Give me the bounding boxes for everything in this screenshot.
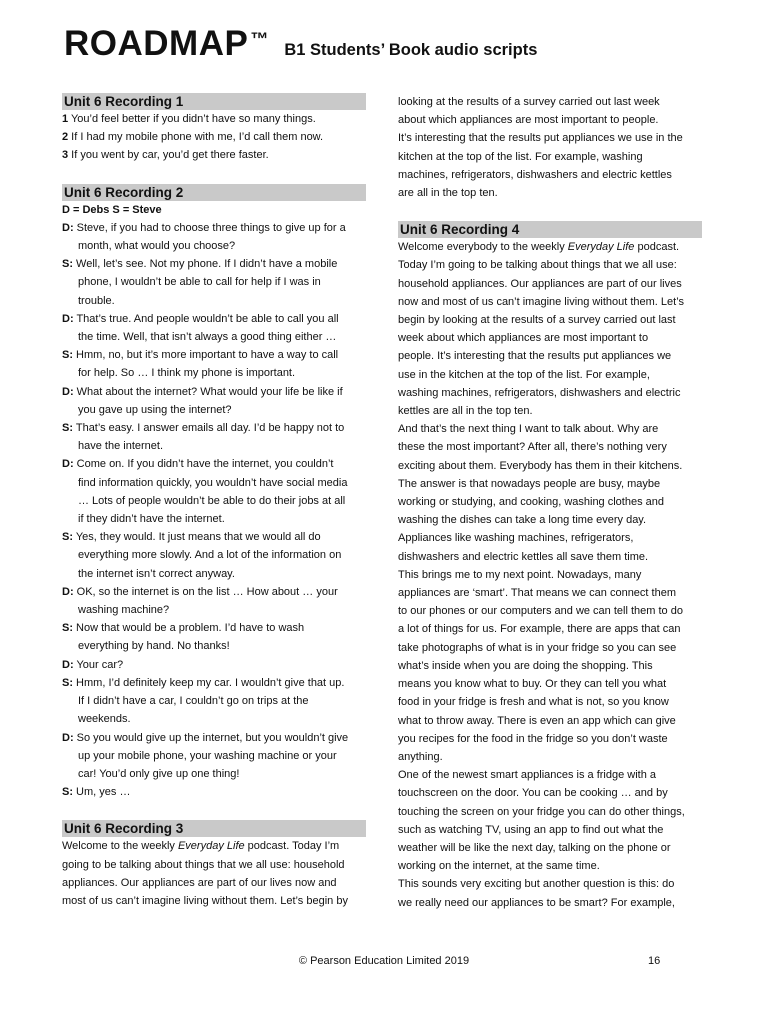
dialogue-line: D: OK, so the internet is on the list … How about … your — [62, 585, 338, 598]
speaker-label: S: — [62, 531, 73, 544]
page-number: 16 — [648, 955, 661, 967]
dialogue-continuation: you gave up using the internet? — [78, 403, 232, 416]
dialogue-continuation: find information quickly, you wouldn’t have social media — [78, 476, 348, 489]
text-line: means you know what to buy. Or they can tell you what — [398, 678, 667, 691]
text-line: working on the internet, at the same time. — [398, 860, 600, 873]
speaker-label: D: — [62, 312, 74, 325]
speaker-label: S: — [62, 422, 73, 435]
dialogue-continuation: the internet isn’t correct anyway. — [78, 567, 235, 580]
text-line: use in the kitchen at the top of the list. For example, — [398, 368, 650, 381]
dialogue-line: D: So you would give up the internet, but you wouldn’t give — [62, 731, 349, 744]
speaker-label: D: — [62, 458, 74, 471]
left-column — [62, 93, 366, 910]
dialogue-continuation: phone, I wouldn’t be able to call for help if I was in — [78, 276, 321, 289]
right-column — [398, 93, 702, 912]
recording-3-heading: Unit 6 Recording 3 — [62, 820, 366, 837]
text-line: take photographs of what is in your fridge so you can see — [398, 641, 677, 654]
text-line: appliances are ‘smart’. That means we can connect them — [398, 587, 676, 600]
text-line: household appliances. Our appliances are part of our lives — [398, 277, 682, 290]
dialogue-continuation: … Lots of people wouldn’t be able to do their jobs at all — [78, 494, 346, 507]
text-line: food in your fridge is fresh and what is not, so you know — [398, 696, 669, 709]
dialogue-line: S: Now that would be a problem. I’d have to wash — [62, 622, 305, 635]
dialogue-line: S: That’s easy. I answer emails all day. I’d be happy not to — [62, 422, 345, 435]
speaker-label: S: — [62, 258, 73, 271]
document-subtitle: B1 Students’ Book audio scripts — [284, 41, 538, 59]
item-number: 2 — [62, 131, 69, 144]
text-line: what’s inside when you are doing the shopping. This — [398, 659, 653, 672]
speaker-label: S: — [62, 676, 73, 689]
footer-copyright: © Pearson Education Limited 2019 — [298, 955, 470, 967]
speaker-label: S: — [62, 349, 73, 362]
text-line: week about which appliances are most important to — [398, 332, 649, 345]
brand-title: ROADMAP — [64, 24, 249, 63]
dialogue-continuation: have the internet. — [78, 440, 164, 453]
speaker-label: S: — [62, 622, 73, 635]
dialogue-continuation: if they didn’t have the internet. — [78, 513, 225, 526]
dialogue-continuation: car! You’d only give up one thing! — [78, 767, 240, 780]
text-line: This sounds very exciting but another question is this: do — [398, 878, 675, 891]
speaker-label: D: — [62, 221, 74, 234]
text-line: most of us can’t imagine living without them. Let’s begin by — [62, 894, 348, 907]
speaker-label: D: — [62, 658, 74, 671]
recording-2-heading: Unit 6 Recording 2 — [62, 184, 366, 201]
section-gap — [62, 165, 366, 184]
text-line: This brings me to my next point. Nowadays, many — [398, 568, 642, 581]
text-line: And that’s the next thing I want to talk about. Why are — [398, 423, 659, 436]
dialogue-line: S: Hmm, no, but it’s more important to have a way to call — [62, 349, 339, 362]
dialogue-line: S: Well, let’s see. Not my phone. If I didn’t have a mobile — [62, 258, 338, 271]
text-line: looking at the results of a survey carried out last week — [398, 96, 660, 108]
podcast-name: Everyday Life — [567, 241, 635, 254]
text-line: Today I’m going to be talking about things that we all use: — [398, 259, 677, 272]
text-line: we really need our appliances to be smart? For example, — [398, 896, 675, 909]
dialogue-line: D: Your car? — [62, 658, 124, 671]
podcast-name: Everyday Life — [177, 840, 245, 853]
text-line: now and most of us can’t imagine living without them. Let’s — [398, 295, 684, 308]
text-line: going to be talking about things that we all use: household — [62, 858, 345, 871]
text-line: kettles are all in the top ten. — [398, 405, 533, 418]
dialogue-continuation: trouble. — [78, 294, 115, 307]
text-line: to our phones or our computers and we can tell them to do — [398, 605, 683, 618]
dialogue-continuation: weekends. — [78, 713, 131, 726]
recording-1-heading: Unit 6 Recording 1 — [62, 93, 366, 110]
numbered-item: 3 If you went by car, you’d get there faster. — [62, 149, 269, 162]
dialogue-continuation: the time. Well, that isn’t always a good thing either … — [78, 331, 337, 344]
dialogue-line: D: That’s true. And people wouldn’t be able to call you all — [62, 312, 339, 325]
text-line: begin by looking at the results of a survey carried out last — [398, 314, 676, 327]
numbered-item: 2 If I had my mobile phone with me, I’d call them now. — [62, 131, 324, 144]
text-line: what to throw away. There is even an app which can give — [398, 714, 676, 727]
text-line: It’s interesting that the results put appliances we use in the — [398, 132, 683, 145]
text-line: weather will be like the next day, talking on the phone or — [398, 841, 671, 854]
text-line: people. It’s interesting that the results put appliances we — [398, 350, 672, 363]
text-line: anything. — [398, 750, 443, 763]
dialogue-line: S: Um, yes … — [62, 786, 131, 799]
text-line: One of the newest smart appliances is a fridge with a — [398, 769, 657, 782]
text-line: Welcome everybody to the weekly Everyday Life podcast. — [398, 241, 680, 254]
text-line: you recipes for the food in the fridge so you don’t waste — [398, 732, 668, 745]
section-gap — [398, 202, 702, 221]
recording-4-heading: Unit 6 Recording 4 — [398, 221, 702, 238]
text-line: a lot of things for us. For example, there are apps that can — [398, 623, 681, 636]
dialogue-continuation: month, what would you choose? — [78, 240, 236, 253]
text-line: kitchen at the top of the list. For example, washing — [398, 150, 643, 163]
dialogue-continuation: everything by hand. No thanks! — [78, 640, 230, 653]
text-line: touching the screen on your fridge you can do other things, — [398, 805, 685, 818]
item-number: 1 — [62, 113, 69, 125]
dialogue-line: D: Steve, if you had to choose three things to give up for a — [62, 221, 346, 234]
text-line: exciting about them. Everybody has them in their kitchens. — [398, 459, 683, 472]
item-number: 3 — [62, 149, 69, 162]
text-line: such as watching TV, using an app to find out what the — [398, 823, 664, 836]
speaker-key: D = Debs S = Steve — [62, 203, 162, 216]
section-gap — [62, 801, 366, 820]
dialogue-line: D: What about the internet? What would your life be like if — [62, 385, 343, 398]
text-line: are all in the top ten. — [398, 187, 498, 200]
text-line: these the most important? After all, there’s nothing very — [398, 441, 667, 454]
dialogue-continuation: washing machine? — [78, 604, 170, 617]
speaker-label: D: — [62, 385, 74, 398]
text-line: appliances. Our appliances are part of our lives now and — [62, 876, 337, 889]
speaker-label: D: — [62, 585, 74, 598]
dialogue-continuation: for help. So … I think my phone is important. — [78, 367, 296, 380]
text-line: The answer is that nowadays people are busy, maybe — [398, 477, 661, 490]
trademark-symbol: ™ — [250, 29, 269, 49]
text-line: about which appliances are most important to people. — [398, 114, 659, 127]
speaker-label: S: — [62, 786, 73, 799]
text-line: machines, refrigerators, dishwashers and electric kettles — [398, 168, 672, 181]
dialogue-continuation: up your mobile phone, your washing machine or your — [78, 749, 337, 762]
speaker-label: D: — [62, 731, 74, 744]
numbered-item: 1 You’d feel better if you didn’t have so many things. — [62, 113, 316, 125]
dialogue-line: S: Hmm, I’d definitely keep my car. I wouldn’t give that up. — [62, 676, 345, 689]
page-header — [64, 24, 537, 64]
text-line: touchscreen on the door. You can be cooking … and by — [398, 787, 668, 800]
dialogue-continuation: everything more slowly. And a lot of the information on — [78, 549, 342, 562]
text-line: Welcome to the weekly Everyday Life podcast. Today I’m — [62, 840, 340, 853]
text-line: washing machines, refrigerators, dishwashers and electric — [398, 386, 681, 399]
text-line: working or studying, and cooking, washing clothes and — [398, 496, 664, 509]
dialogue-continuation: If I didn’t have a car, I couldn’t go on trips at the — [78, 695, 309, 708]
text-line: dishwashers and electric kettles all save them time. — [398, 550, 649, 563]
text-line: washing the dishes can take a long time every day. — [398, 514, 647, 527]
dialogue-line: D: Come on. If you didn’t have the internet, you couldn’t — [62, 458, 334, 471]
text-line: Appliances like washing machines, refrigerators, — [398, 532, 634, 545]
dialogue-line: S: Yes, they would. It just means that we would all do — [62, 531, 321, 544]
